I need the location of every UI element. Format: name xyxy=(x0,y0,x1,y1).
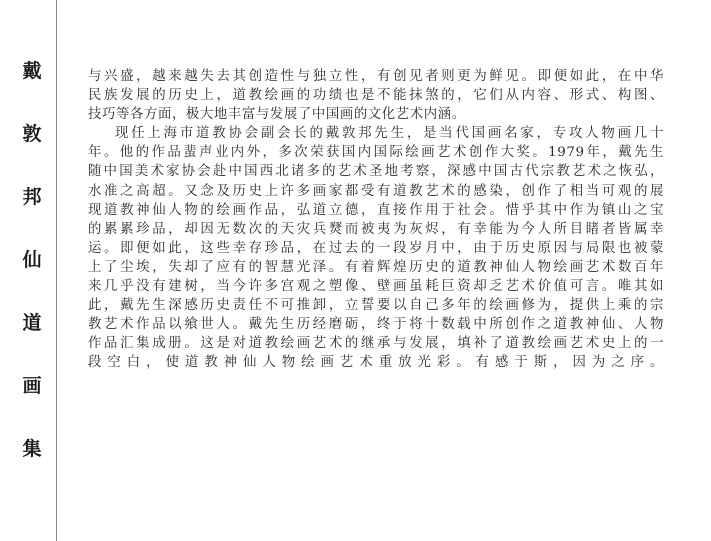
text-line: 民族发展的历史上，道教绘画的功绩也是不能抹煞的，它们从内容、形式、构图、 xyxy=(88,88,664,104)
text-line: 上了尘埃，失却了应有的智慧光泽。有着辉煌历史的道教神仙人物绘画艺术数百年 xyxy=(88,259,664,275)
text-line xyxy=(88,373,664,392)
text-line: 作品汇集成册。这是对道教绘画艺术的继承与发展，填补了道教绘画艺术史上的一 xyxy=(88,336,664,352)
vertical-divider xyxy=(56,0,57,541)
title-char: 敦 xyxy=(22,123,42,145)
text-line: 段空白，使道教神仙人物绘画艺术重放光彩。有感于斯，因为之序。 xyxy=(88,355,664,371)
text-line: 随中国美术家协会赴中国西北诸多的艺术圣地考察，深感中国古代宗教艺术之恢弘， xyxy=(88,164,664,180)
paragraph xyxy=(88,67,664,124)
text-line: 技巧等各方面，极大地丰富与发展了中国画的文化艺术内涵。 xyxy=(88,107,466,123)
text-line: 现任上海市道教协会副会长的戴敦邦先生，是当代国画名家，专攻人物画几十 xyxy=(115,126,664,142)
body-text xyxy=(88,67,664,392)
title-char: 戴 xyxy=(22,60,42,82)
text-line: 年。他的作品蜚声业内外，多次荣获国内国际绘画艺术创作大奖。1979年，戴先生 xyxy=(88,145,664,161)
text-line: 教艺术作品以飨世人。戴先生历经磨砺，终于将十数载中所创作之道教神仙、人物 xyxy=(88,317,664,333)
title-char: 邦 xyxy=(22,186,42,208)
paragraph xyxy=(88,124,664,391)
text-line: 水准之高超。又念及历史上许多画家都受有道教艺术的感染，创作了相当可观的展 xyxy=(88,183,664,199)
title-char: 道 xyxy=(22,312,42,334)
text-line: 此，戴先生深感历史责任不可推卸，立誓要以自己多年的绘画修为，提供上乘的宗 xyxy=(88,298,664,314)
text-line: 来几乎没有建树，当今许多宫观之塑像、壁画虽耗巨资却乏艺术价值可言。唯其如 xyxy=(88,279,664,295)
title-char: 仙 xyxy=(22,249,42,271)
title-char: 画 xyxy=(22,375,42,397)
text-line: 运。即便如此，这些幸存珍品，在过去的一段岁月中，由于历史原因与局限也被蒙 xyxy=(88,240,664,256)
text-line: 与兴盛，越来越失去其创造性与独立性，有创见者则更为鲜见。即便如此，在中华 xyxy=(88,69,664,84)
book-title-vertical xyxy=(14,62,50,459)
text-line: 现道教神仙人物的绘画作品，弘道立德，直接作用于社会。惜乎其中作为镇山之宝 xyxy=(88,202,664,218)
text-line: 的累累珍品，却因无数次的天灾兵燹而被夷为灰烬，有幸能为今人所目睹者皆属幸 xyxy=(88,221,664,237)
title-char: 集 xyxy=(22,438,42,460)
